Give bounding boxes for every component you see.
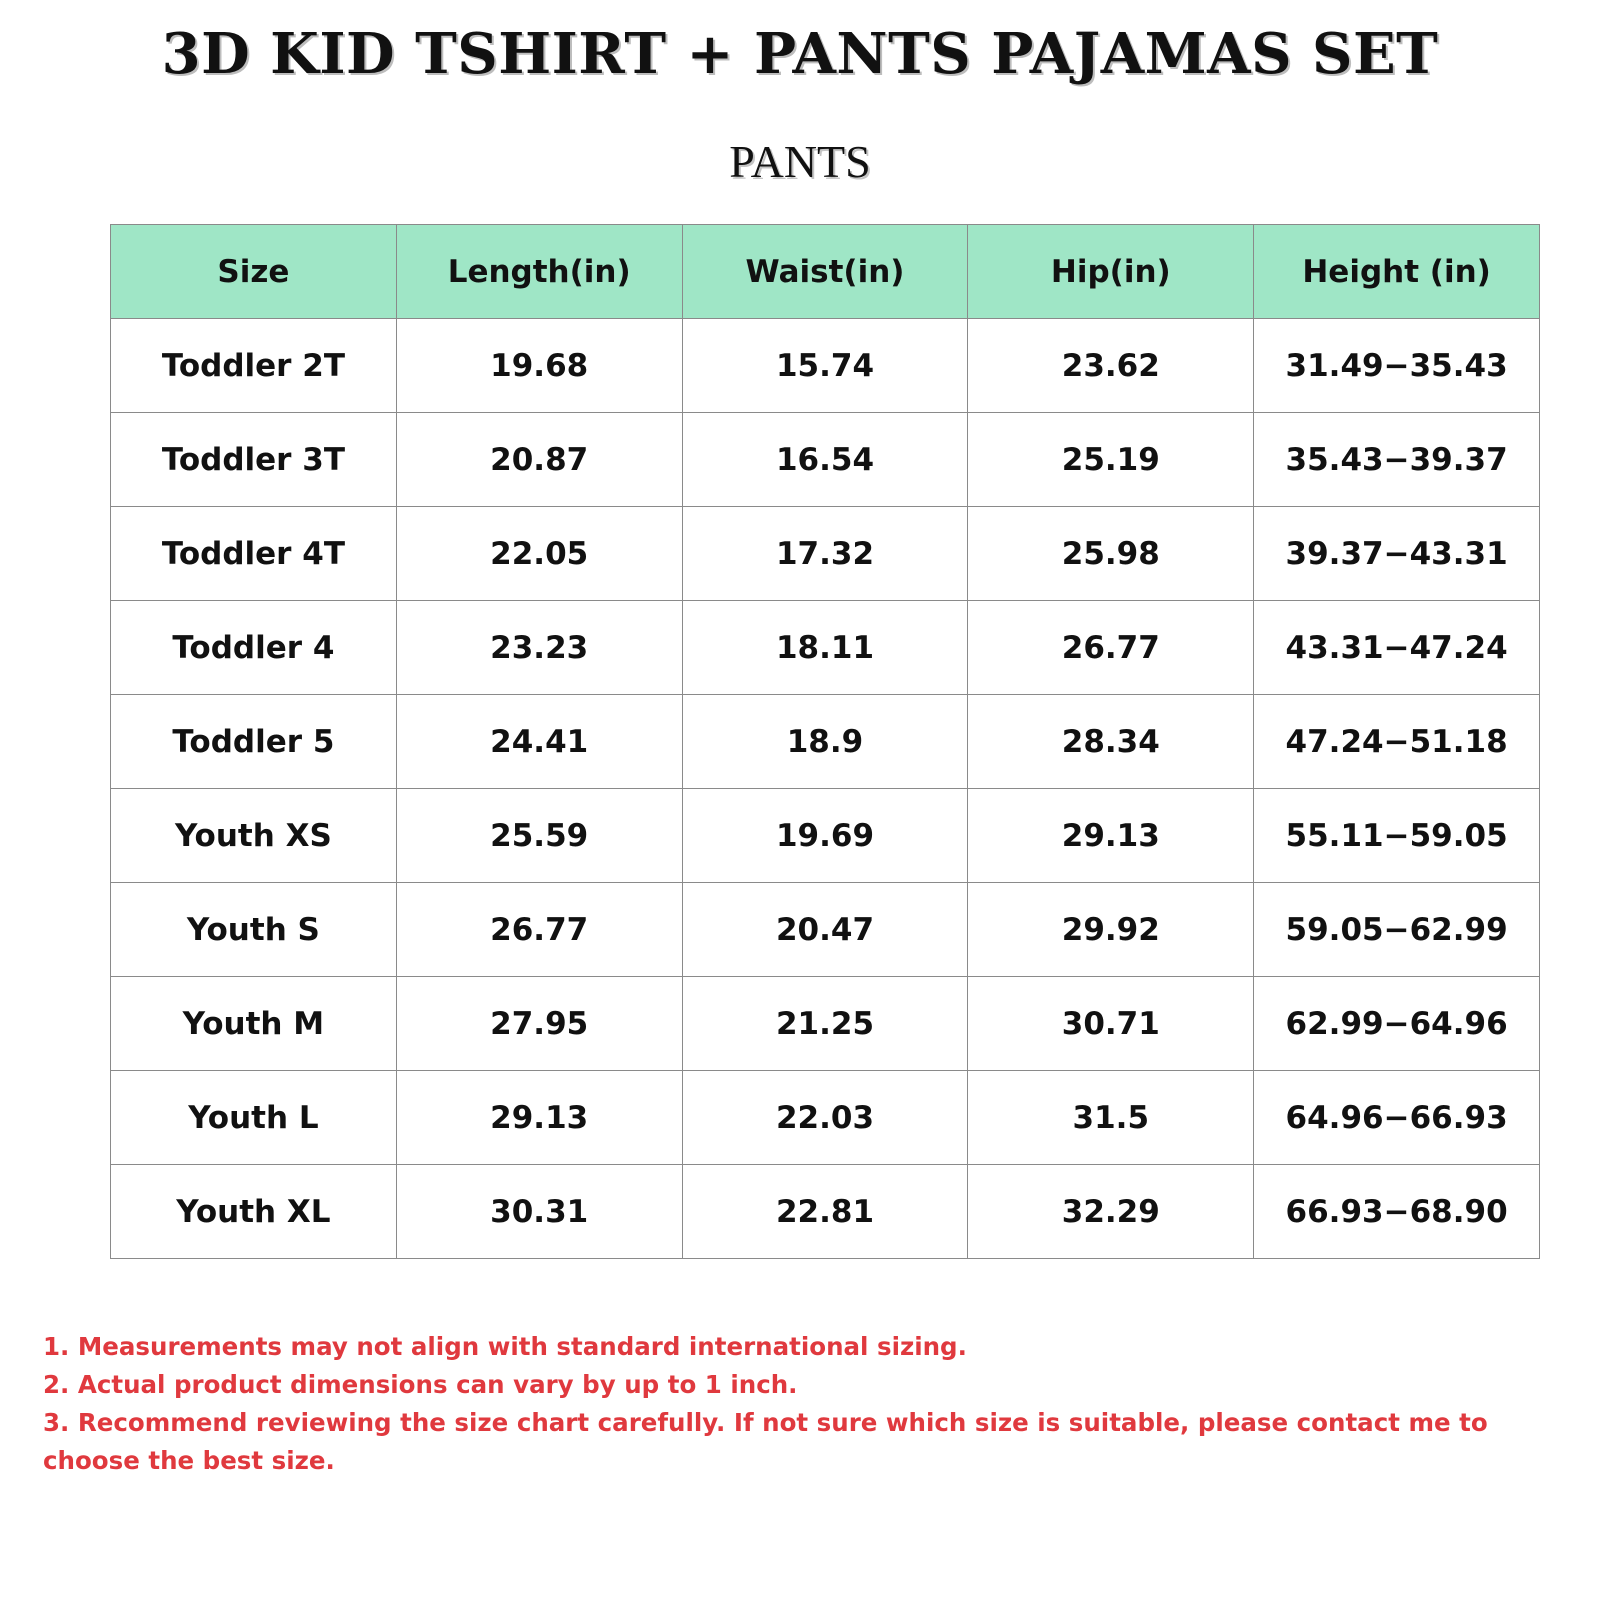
length-cell: 27.95 (396, 977, 682, 1071)
table-row (111, 507, 1540, 601)
waist-cell: 19.69 (682, 789, 968, 883)
height-cell: 66.93−68.90 (1254, 1165, 1540, 1259)
height-cell: 31.49−35.43 (1254, 319, 1540, 413)
size-cell: Youth L (111, 1071, 397, 1165)
height-cell: 35.43−39.37 (1254, 413, 1540, 507)
height-cell: 55.11−59.05 (1254, 789, 1540, 883)
table-row (111, 977, 1540, 1071)
size-cell: Youth XL (111, 1165, 397, 1259)
hip-cell: 23.62 (968, 319, 1254, 413)
table-row (111, 319, 1540, 413)
length-cell: 29.13 (396, 1071, 682, 1165)
length-cell: 22.05 (396, 507, 682, 601)
length-cell: 25.59 (396, 789, 682, 883)
column-header-size: Size (111, 225, 397, 319)
length-cell: 26.77 (396, 883, 682, 977)
size-cell: Toddler 4T (111, 507, 397, 601)
hip-cell: 25.19 (968, 413, 1254, 507)
length-cell: 19.68 (396, 319, 682, 413)
length-cell: 20.87 (396, 413, 682, 507)
hip-cell: 28.34 (968, 695, 1254, 789)
hip-cell: 32.29 (968, 1165, 1254, 1259)
waist-cell: 18.9 (682, 695, 968, 789)
column-header-length: Length(in) (396, 225, 682, 319)
table-row (111, 1165, 1540, 1259)
hip-cell: 26.77 (968, 601, 1254, 695)
length-cell: 30.31 (396, 1165, 682, 1259)
table-header (111, 225, 1540, 319)
height-cell: 47.24−51.18 (1254, 695, 1540, 789)
column-header-hip: Hip(in) (968, 225, 1254, 319)
waist-cell: 21.25 (682, 977, 968, 1071)
hip-cell: 30.71 (968, 977, 1254, 1071)
note-line: 1. Measurements may not align with standard international sizing. (43, 1332, 967, 1361)
waist-cell: 18.11 (682, 601, 968, 695)
height-cell: 43.31−47.24 (1254, 601, 1540, 695)
waist-cell: 20.47 (682, 883, 968, 977)
size-cell: Youth M (111, 977, 397, 1071)
length-cell: 23.23 (396, 601, 682, 695)
waist-cell: 22.03 (682, 1071, 968, 1165)
table-row (111, 601, 1540, 695)
column-header-height: Height (in) (1254, 225, 1540, 319)
table-row (111, 695, 1540, 789)
notes-section (43, 1328, 1588, 1480)
size-cell: Toddler 4 (111, 601, 397, 695)
note-line: 2. Actual product dimensions can vary by up to 1 inch. (43, 1370, 798, 1399)
table-body (111, 319, 1540, 1259)
size-cell: Toddler 3T (111, 413, 397, 507)
page-title: 3D KID TSHIRT + PANTS PAJAMAS SET (161, 21, 1439, 87)
hip-cell: 25.98 (968, 507, 1254, 601)
waist-cell: 17.32 (682, 507, 968, 601)
table-row (111, 1071, 1540, 1165)
table-row (111, 413, 1540, 507)
column-header-waist: Waist(in) (682, 225, 968, 319)
table-row (111, 789, 1540, 883)
waist-cell: 15.74 (682, 319, 968, 413)
size-cell: Youth XS (111, 789, 397, 883)
size-chart-table (110, 224, 1540, 1259)
waist-cell: 22.81 (682, 1165, 968, 1259)
length-cell: 24.41 (396, 695, 682, 789)
height-cell: 62.99−64.96 (1254, 977, 1540, 1071)
size-cell: Toddler 2T (111, 319, 397, 413)
height-cell: 64.96−66.93 (1254, 1071, 1540, 1165)
height-cell: 59.05−62.99 (1254, 883, 1540, 977)
table-header-row (111, 225, 1540, 319)
hip-cell: 29.92 (968, 883, 1254, 977)
waist-cell: 16.54 (682, 413, 968, 507)
hip-cell: 31.5 (968, 1071, 1254, 1165)
note-line: 3. Recommend reviewing the size chart carefully. If not sure which size is suitable, please contact me to choose the best size. (43, 1408, 1488, 1475)
hip-cell: 29.13 (968, 789, 1254, 883)
size-cell: Youth S (111, 883, 397, 977)
size-cell: Toddler 5 (111, 695, 397, 789)
table-row (111, 883, 1540, 977)
height-cell: 39.37−43.31 (1254, 507, 1540, 601)
section-title: PANTS (729, 136, 871, 187)
